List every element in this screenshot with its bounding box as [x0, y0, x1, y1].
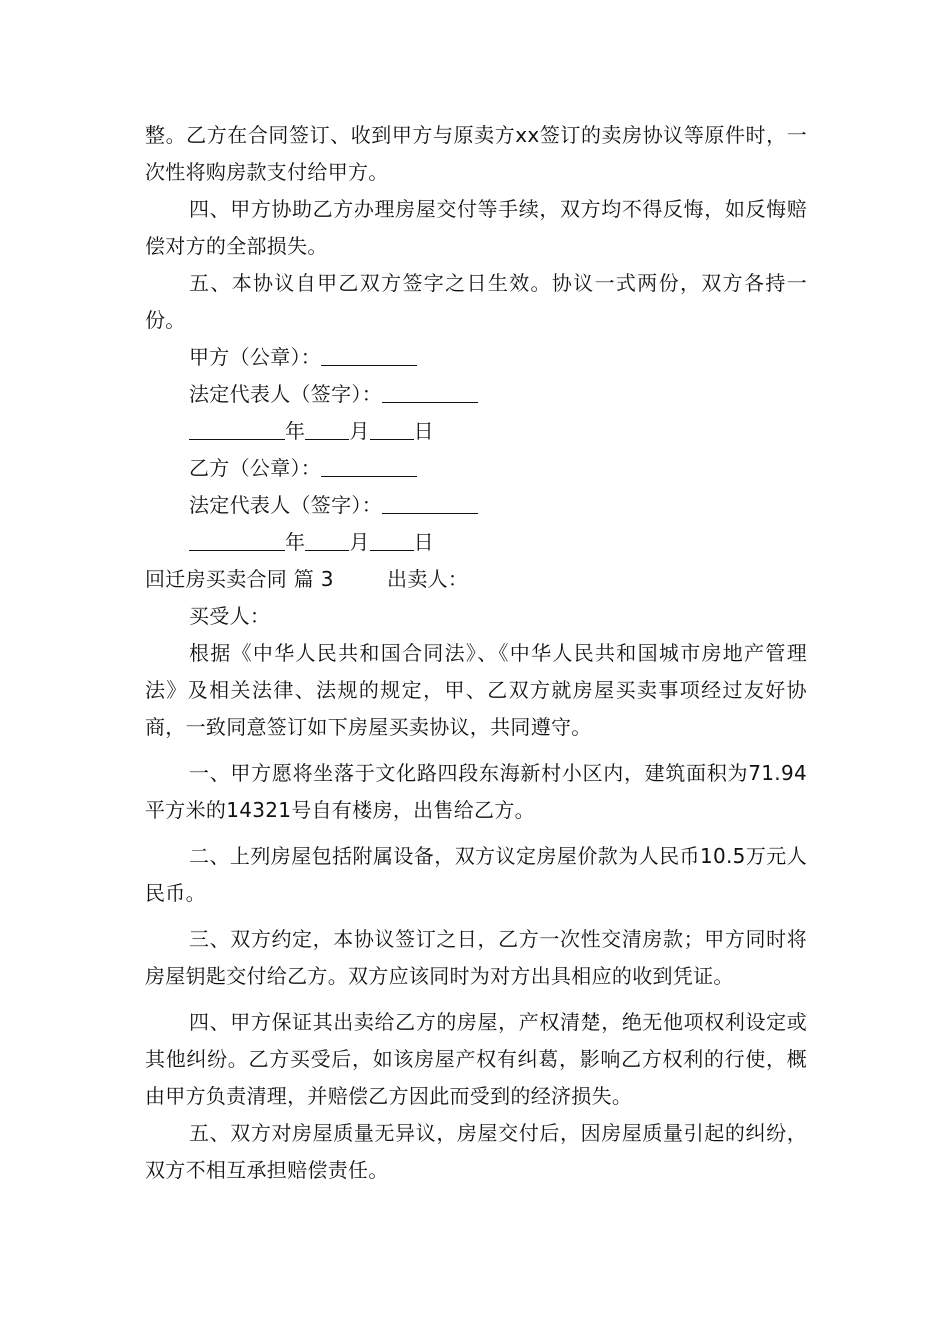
clause-1: 一、甲方愿将坐落于文化路四段东海新村小区内，建筑面积为71.94平方米的14321号自有楼房，出售给乙方。: [145, 761, 807, 822]
section-heading-row: [145, 561, 807, 598]
party-b-seal-line: [145, 450, 807, 487]
party-b-seal-label: 乙方（公章）：: [189, 456, 322, 480]
party-b-date-line: [145, 524, 807, 561]
signature-blank: [382, 491, 478, 514]
rep-signature-label: 法定代表人（签字）：: [189, 382, 382, 406]
clause-5: 五、双方对房屋质量无异议，房屋交付后，因房屋质量引起的纠纷，双方不相互承担赔偿责任。: [145, 1121, 807, 1182]
buyer-line: 买受人：: [189, 604, 271, 628]
party-a-rep-line: [145, 376, 807, 413]
party-a-date-line: [145, 413, 807, 450]
month-blank: [305, 417, 349, 440]
seller-label: 出卖人：: [387, 567, 469, 591]
month-blank: [305, 528, 349, 551]
clause-4: 四、甲方保证其出卖给乙方的房屋，产权清楚，绝无他项权利设定或其他纠纷。乙方买受后，如该房屋产权有纠葛，影响乙方权利的行使，概由甲方负责清理，并赔偿乙方因此而受到的经济损失。: [145, 1010, 807, 1108]
paragraph-clause-5: 五、本协议自甲乙双方签字之日生效。协议一式两份，双方各持一份。: [145, 271, 807, 332]
day-blank: [370, 417, 414, 440]
day-label: 日: [413, 419, 434, 443]
party-a-seal-line: [145, 339, 807, 376]
year-blank: [189, 417, 285, 440]
month-label: 月: [349, 530, 370, 554]
signature-blank: [321, 454, 417, 477]
rep-signature-label: 法定代表人（签字）：: [189, 493, 382, 517]
paragraph-clause-4: 四、甲方协助乙方办理房屋交付等手续，双方均不得反悔，如反悔赔偿对方的全部损失。: [145, 197, 807, 258]
section-title: 回迁房买卖合同 篇 3: [145, 567, 334, 591]
party-b-rep-line: [145, 487, 807, 524]
signature-blank: [382, 380, 478, 403]
document-body: [145, 117, 807, 1189]
day-label: 日: [413, 530, 434, 554]
signature-blank: [321, 343, 417, 366]
party-a-seal-label: 甲方（公章）：: [189, 345, 322, 369]
month-label: 月: [349, 419, 370, 443]
year-label: 年: [285, 530, 306, 554]
year-label: 年: [285, 419, 306, 443]
intro-paragraph: 根据《中华人民共和国合同法》、《中华人民共和国城市房地产管理法》及相关法律、法规的规定，甲、乙双方就房屋买卖事项经过友好协商，一致同意签订如下房屋买卖协议，共同遵守。: [145, 641, 807, 739]
paragraph-continuation: 整。乙方在合同签订、收到甲方与原卖方xx签订的卖房协议等原件时，一次性将购房款支付给甲方。: [145, 123, 807, 184]
clause-3: 三、双方约定，本协议签订之日，乙方一次性交清房款；甲方同时将房屋钥匙交付给乙方。双方应该同时为对方出具相应的收到凭证。: [145, 927, 807, 988]
clause-2: 二、上列房屋包括附属设备，双方议定房屋价款为人民币10.5万元人民币。: [145, 844, 807, 905]
year-blank: [189, 528, 285, 551]
day-blank: [370, 528, 414, 551]
